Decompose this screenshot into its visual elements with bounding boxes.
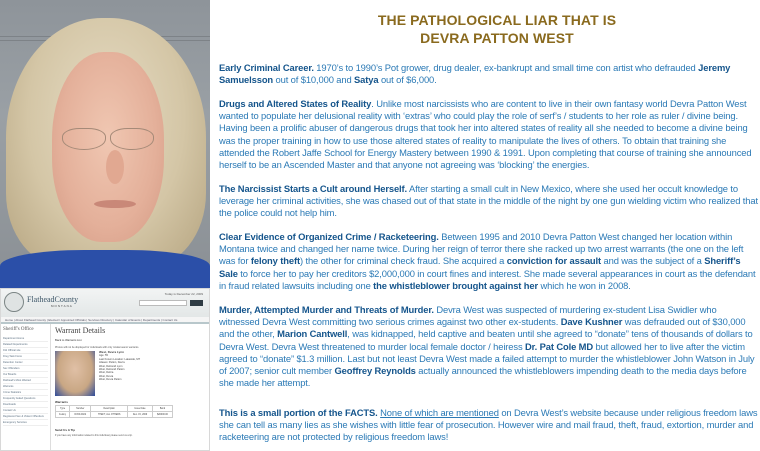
body-text: . Unlike most narcissists who are content to live in their own fantasy world Devra Patton West wanted to populate her delusional reality with ‘extras’ who could play the role of serf’s / students to her role as ruler / divine being. Having been a prolific abuser of dangerous drugs that took her into altered states of reality all she needed to become a divine being was the proper training in how to use those altered states of reality to manipulate the lives of others. To obtain that training she attended the Robert Jaffe School for Energy Mastery between 1990 & 1991. Upon completing that course of training she announced herself to be an Ascended Master and that anyone not agreeing was ‘blocking’ the energies. — [219, 98, 752, 171]
body-text: ) the other for criminal check fraud. She acquired a — [299, 255, 507, 267]
sidebar-item: Our Boards — [3, 372, 48, 378]
paragraph-cult — [219, 183, 759, 220]
paragraph-early-career — [219, 62, 759, 86]
paragraph-heading: This is a small portion of the FACTS. — [219, 407, 378, 418]
article-column — [214, 0, 760, 451]
body-text: but allowed her to live after the victim agreed to “donate” $1.3 million. Last but not least Devra West made a failed attempt to murder the whistleblower John Watson in July of 2007; senior cult member — [219, 340, 755, 377]
body-text: Between 1995 and 2010 Devra Patton West changed her location within Montana twice and changed her name twice. During her reign of terror there she racked up two arrest warrants (the one on the left was for — [219, 231, 744, 267]
body-text: Devra West was suspected of murdering ex-student Lisa Swidler who witnessed Devra West committing two serious crimes against two other ex-students. — [219, 304, 717, 328]
sidebar-item: Frequently Asked Questions — [3, 396, 48, 402]
county-main — [55, 324, 205, 450]
county-seal-icon — [4, 292, 24, 312]
photo-note: Photos will not be displayed for individuals with only misdemeanor warrants. — [55, 346, 140, 349]
emphasis-name: Jeremy Samuelsson — [219, 62, 731, 86]
sidebar-item: Warrants — [3, 384, 48, 390]
glasses-icon — [62, 128, 106, 150]
paragraph-heading: Early Criminal Career. — [219, 62, 314, 73]
county-date: Today is December 22, 2009 — [164, 292, 203, 296]
body-text: to force her to pay her creditors $2,000,000 in court fines and interest. She made several appearances in court as the defendant in fraud related lawsuits including one — [219, 267, 756, 291]
sidebar-title: Sheriff's Office — [3, 327, 34, 332]
county-sidebar — [1, 324, 51, 450]
paragraph-murder — [219, 304, 759, 389]
table-row: Felony DV09-0022 THEFT, ALL OTHERS Dec. 15, 2009 $20000.00 — [56, 412, 173, 418]
sidebar-item: Detention Center — [3, 360, 48, 366]
warrant-person-details: West, Devra Lynn Age: 55 Last Known Location: Lakeside, MT Aliases: Patton, Devra West, Deborah Lynn West, Deborah Patton West, Debra West, Devra West, Devra Patton — [99, 350, 141, 382]
body-text: was defrauded out of $30,000 and the other, — [219, 316, 746, 340]
paragraph-organized-crime — [219, 231, 759, 292]
warrants-label: Warrants — [55, 400, 68, 404]
sidebar-item: 911 Official site — [3, 348, 48, 354]
body-text: out of $10,000 and — [273, 74, 355, 86]
send-tip-text: If you have any information related to this individual, please send us a tip. — [55, 434, 133, 437]
emphasis-name: Dr. Pat Cole MD — [525, 340, 594, 352]
left-column — [0, 0, 210, 451]
emphasis-name: Geoffrey Reynolds — [334, 365, 416, 377]
county-warrant-screenshot — [0, 288, 210, 451]
sidebar-item: Sex Offenders — [3, 366, 48, 372]
emphasis-name: Sheriff’s Sale — [219, 255, 741, 279]
paragraph-facts — [219, 407, 759, 444]
sidebar-item: Downloads — [3, 402, 48, 408]
emphasis-name: the whistleblower brought against her — [373, 279, 539, 291]
county-nav: Home | About Flathead County | Elected / Appointed Officials | Services Directory | Calendar of Events | Departments | Contact Us — [1, 317, 209, 324]
sidebar-item: Registered Sex & Violent Offenders — [3, 414, 48, 420]
county-header — [1, 289, 209, 317]
paragraph-heading: Clear Evidence of Organized Crime / Racketeering. — [219, 231, 439, 242]
body-text: out of $6,000. — [378, 74, 437, 86]
body-text: , was kidnapped, held captive and beaten until she agreed to “donate” tens of thousands of dollars to Devra West. Devra West threatened to murder local female doctor / heiress — [219, 328, 753, 352]
sidebar-item: Crime Statistics — [3, 390, 48, 396]
county-subtitle: MONTANA — [51, 304, 73, 308]
emphasis-name: Dave Kushner — [560, 316, 623, 328]
warrant-photo — [55, 351, 95, 396]
underlined-text: None of which are mentioned — [380, 407, 499, 418]
sidebar-item: Related Departments — [3, 342, 48, 348]
body-text: 1970’s to 1990’s Pot grower, drug dealer, ex-bankrupt and small time con artist who defrauded — [313, 62, 699, 73]
emphasis-name: felony theft — [250, 255, 300, 267]
paragraph-heading: The Narcissist Starts a Cult around Herself. — [219, 183, 408, 194]
sidebar-item: Emergency Services — [3, 420, 48, 426]
emphasis-name: Satya — [354, 74, 379, 86]
body-text: actually announced the whistleblowers impending death to the media days before she made her attempt. — [219, 365, 747, 389]
body-text: After starting a small cult in New Mexico, where she used her occult knowledge to leverage her criminal activities, she was chased out of that state in the middle of the night by one gun wielding victim who realized that the police could not help him. — [219, 183, 758, 219]
sidebar-item: Flathead's Most Wanted — [3, 378, 48, 384]
body-text: which he won in 2008. — [538, 279, 631, 291]
mugshot-photo — [0, 0, 210, 288]
page-title-line1: THE PATHOLOGICAL LIAR THAT IS — [377, 12, 617, 28]
warrants-table: Type Number Description Issue Date Bond Felony DV09-0022 THEFT, ALL OTHERS Dec. 15, 2009 $20000.00 — [55, 405, 173, 418]
emphasis-name: Marion Cantwell — [277, 328, 348, 340]
sidebar-item: Department Home — [3, 336, 48, 342]
county-search-input — [139, 300, 187, 306]
paragraph-heading: Drugs and Altered States of Reality — [219, 98, 372, 109]
warrant-details-title: Warrant Details — [55, 326, 106, 335]
emphasis-name: conviction for assault — [506, 255, 602, 267]
county-name: FlatheadCounty — [27, 295, 79, 304]
sidebar-item: Drug Task Force — [3, 354, 48, 360]
county-search-button — [190, 300, 203, 306]
body-text: on Devra West’s website because under religious freedom laws she can tell as many lies as she wishes with little fear of prosecution. However wire and mail fraud, theft, fraud, extortion, murder and racketeering are not protected by religious freedom laws! — [219, 407, 758, 443]
send-tip-label: Send Us A Tip — [55, 428, 76, 432]
back-to-warrants-link: Back to Warrants List — [55, 338, 82, 342]
paragraph-heading: Murder, Attempted Murder and Threats of Murder. — [219, 304, 434, 315]
page-title-line2: DEVRA PATTON WEST — [420, 30, 574, 46]
paragraph-drugs — [219, 98, 759, 171]
body-text: and was the subject of a — [601, 255, 705, 267]
sidebar-item: Contact Us — [3, 408, 48, 414]
